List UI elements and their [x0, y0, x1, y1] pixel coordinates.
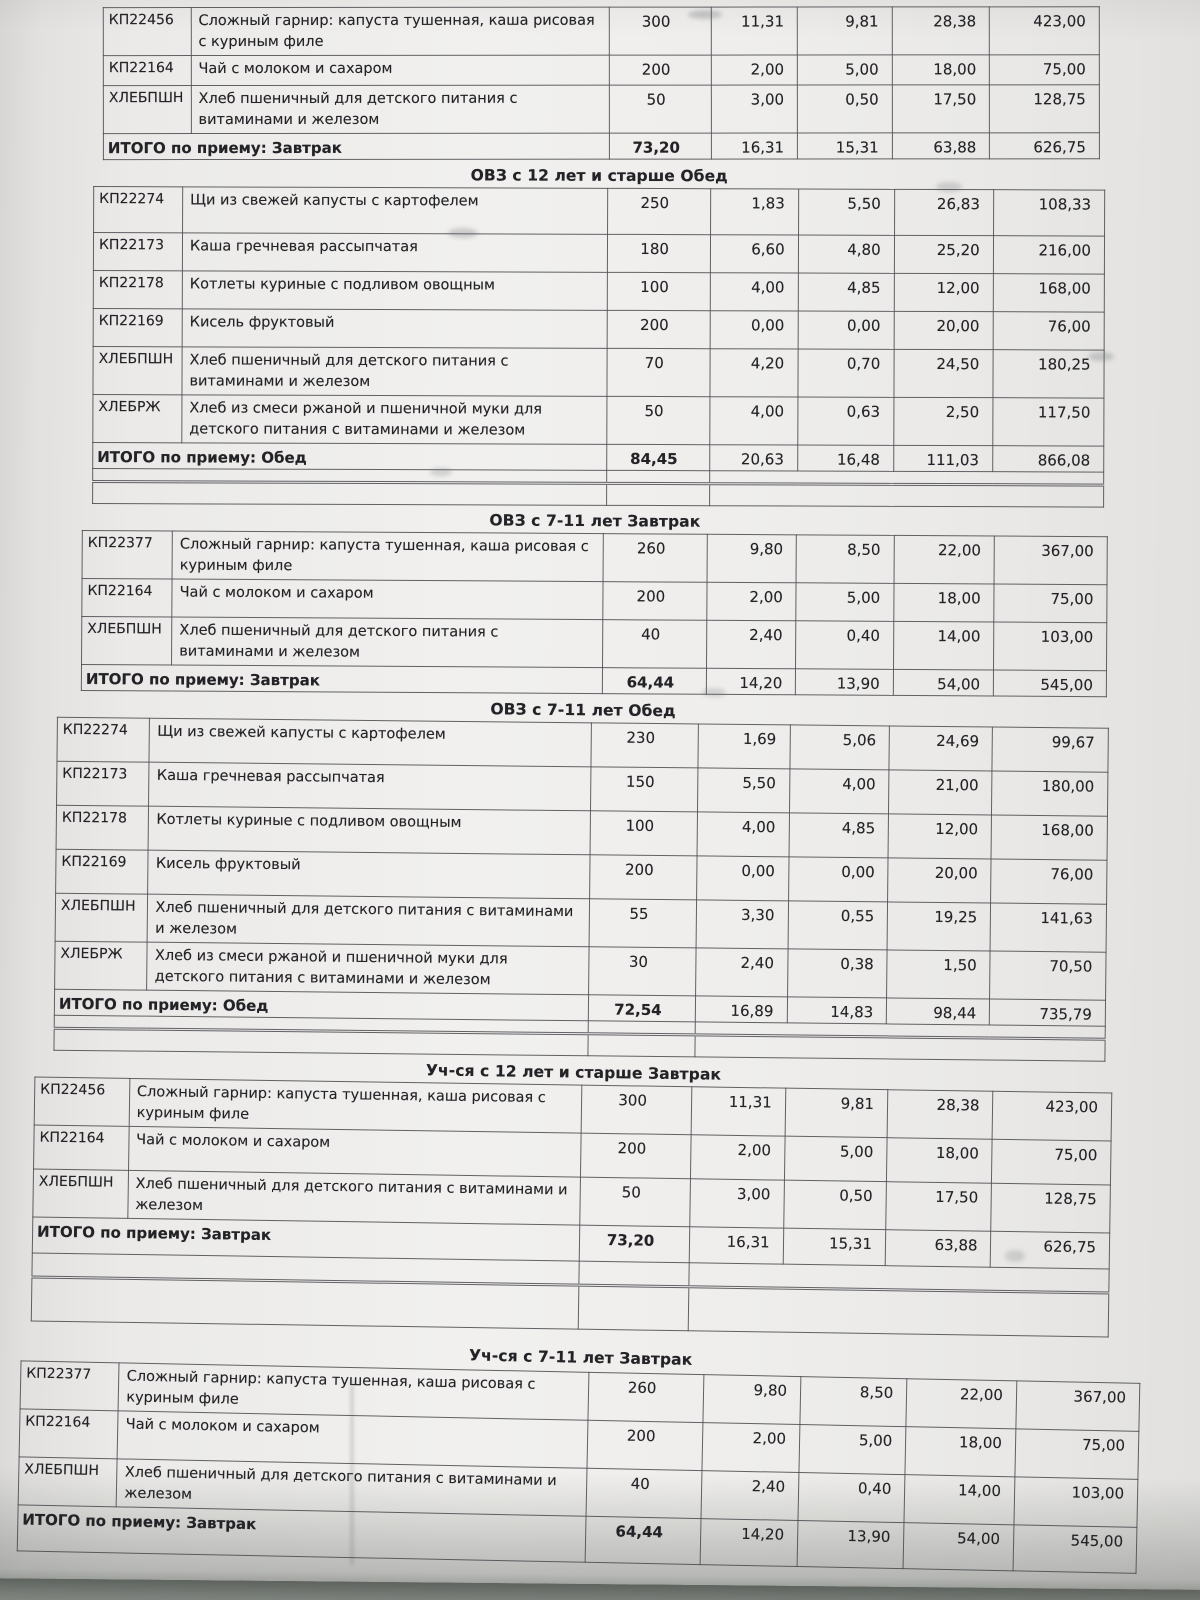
- carbs-cell: 20,00: [888, 858, 991, 903]
- fat-cell: 5,50: [798, 189, 894, 235]
- carbs-cell: 25,20: [894, 235, 993, 273]
- dish-code-cell: ХЛЕБПШН: [55, 893, 148, 942]
- totals-row: [103, 133, 1099, 160]
- empty-cell: [578, 1285, 688, 1331]
- dish-code-cell: КП22173: [57, 761, 150, 806]
- fat-cell: 8,50: [800, 1377, 907, 1427]
- fat-cell: 0,63: [797, 397, 893, 445]
- dish-name-cell: Хлеб пшеничный для детского питания с витаминами и железом: [128, 1171, 581, 1226]
- totals-carbs-cell: 111,03: [893, 445, 992, 471]
- protein-cell: 2,00: [690, 1135, 784, 1180]
- dish-code-cell: КП22274: [94, 187, 183, 233]
- dish-code-cell: КП22178: [93, 271, 182, 309]
- dish-name-cell: Щи из свежей капусты с картофелем: [182, 187, 607, 234]
- dish-name-cell: Хлеб пшеничный для детского питания с витаминами и железом: [148, 894, 590, 947]
- dish-name-cell: Котлеты куриные с подливом овощным: [149, 806, 591, 855]
- dish-name-cell: Чай с молоком и сахаром: [128, 1127, 581, 1178]
- kcal-cell: 76,00: [991, 859, 1107, 904]
- menu-row: [103, 85, 1099, 134]
- weight-cell: 200: [607, 310, 710, 348]
- dish-name-cell: Хлеб из смеси ржаной и пшеничной муки для детского питания с витаминами и железом: [147, 942, 589, 995]
- menu-table: [17, 1361, 1141, 1575]
- totals-protein-cell: 14,20: [707, 668, 796, 695]
- totals-fat-cell: 13,90: [796, 669, 894, 696]
- fat-cell: 4,00: [789, 769, 889, 814]
- menu-table: [103, 6, 1100, 160]
- kcal-cell: 180,00: [992, 771, 1108, 816]
- kcal-cell: 141,63: [990, 903, 1106, 952]
- fat-cell: 5,06: [789, 725, 889, 770]
- carbs-cell: 12,00: [894, 273, 993, 311]
- dish-code-cell: ХЛЕБРЖ: [93, 395, 182, 443]
- empty-cell: [606, 470, 709, 483]
- dish-name-cell: Сложный гарнир: капуста тушенная, каша рисовая с куриным филе: [191, 7, 609, 55]
- empty-cell: [709, 484, 1103, 507]
- dish-code-cell: КП22377: [20, 1361, 119, 1411]
- totals-kcal-cell: 545,00: [1013, 1525, 1137, 1573]
- section-title: ОВЗ с 12 лет и старше Обед: [470, 166, 728, 186]
- protein-cell: 2,00: [707, 582, 796, 621]
- dish-name-cell: Чай с молоком и сахаром: [172, 579, 603, 620]
- dish-name-cell: Хлеб пшеничный для детского питания с витаминами и железом: [172, 617, 603, 668]
- dish-name-cell: Сложный гарнир: капуста тушенная, каша рисовая с куриным филе: [172, 531, 603, 582]
- protein-cell: 1,69: [698, 724, 790, 769]
- fat-cell: 9,81: [797, 7, 892, 55]
- weight-cell: 300: [609, 7, 711, 55]
- protein-cell: 9,80: [703, 1375, 801, 1425]
- protein-cell: 4,00: [709, 397, 797, 445]
- fat-cell: 5,00: [784, 1136, 887, 1182]
- empty-cell: [31, 1277, 579, 1329]
- empty-cell: [695, 1035, 1105, 1061]
- weight-cell: 200: [589, 855, 697, 900]
- totals-weight-cell: 73,20: [609, 133, 711, 159]
- totals-weight-cell: 72,54: [588, 995, 695, 1022]
- totals-label-cell: ИТОГО по приему: Завтрак: [17, 1505, 586, 1562]
- carbs-cell: 21,00: [889, 770, 992, 815]
- totals-carbs-cell: 63,88: [892, 133, 990, 159]
- fat-cell: 0,40: [796, 621, 894, 670]
- carbs-cell: 18,00: [886, 1138, 992, 1184]
- menu-section: [31, 1056, 1113, 1338]
- totals-kcal-cell: 866,08: [992, 446, 1103, 472]
- section-title: ОВЗ с 7-11 лет Обед: [490, 700, 676, 721]
- dish-code-cell: ХЛЕБПШН: [103, 86, 191, 134]
- menu-table: [92, 186, 1105, 508]
- weight-cell: 40: [586, 1469, 701, 1519]
- carbs-cell: 17,50: [886, 1182, 992, 1232]
- empty-cell: [579, 1261, 689, 1287]
- kcal-cell: 103,00: [1014, 1477, 1138, 1527]
- carbs-cell: 20,00: [894, 311, 993, 349]
- carbs-cell: 1,50: [887, 950, 990, 999]
- dish-code-cell: КП22377: [82, 531, 172, 580]
- protein-cell: 3,00: [711, 85, 798, 133]
- totals-fat-cell: 15,31: [783, 1228, 886, 1266]
- dish-name-cell: Кисель фруктовый: [182, 309, 607, 348]
- totals-fat-cell: 13,90: [797, 1521, 904, 1569]
- kcal-cell: 108,33: [993, 190, 1104, 236]
- protein-cell: 3,00: [690, 1179, 784, 1228]
- weight-cell: 260: [603, 534, 708, 583]
- dish-name-cell: Хлеб пшеничный для детского питания с витаминами и железом: [191, 85, 609, 133]
- fat-cell: 0,55: [788, 901, 888, 950]
- kcal-cell: 75,00: [992, 1140, 1111, 1186]
- weight-cell: 200: [609, 55, 711, 85]
- dish-code-cell: ХЛЕБПШН: [82, 617, 172, 666]
- kcal-cell: 216,00: [993, 236, 1104, 274]
- fat-cell: 0,70: [798, 349, 894, 397]
- kcal-cell: 117,50: [993, 398, 1104, 446]
- totals-label-cell: ИТОГО по приему: Обед: [54, 989, 588, 1021]
- totals-kcal-cell: 545,00: [994, 670, 1107, 697]
- totals-weight-cell: 84,45: [606, 444, 709, 470]
- carbs-cell: 14,00: [904, 1475, 1015, 1525]
- kcal-cell: 76,00: [993, 312, 1104, 350]
- weight-cell: 180: [607, 234, 710, 272]
- kcal-cell: 367,00: [994, 536, 1107, 585]
- dish-code-cell: КП22274: [57, 717, 150, 762]
- weight-cell: 50: [580, 1177, 691, 1227]
- weight-cell: 40: [602, 620, 707, 669]
- protein-cell: 4,00: [710, 273, 798, 311]
- kcal-cell: 128,75: [990, 85, 1100, 133]
- totals-carbs-cell: 63,88: [885, 1230, 991, 1268]
- kcal-cell: 75,00: [990, 55, 1100, 85]
- totals-fat-cell: 16,48: [797, 445, 893, 471]
- menu-row: [93, 233, 1104, 275]
- dish-name-cell: Кисель фруктовый: [148, 850, 590, 899]
- totals-carbs-cell: 98,44: [887, 998, 990, 1025]
- dish-name-cell: Каша гречневая рассыпчатая: [149, 762, 591, 811]
- menu-section-continued: [103, 6, 1100, 160]
- protein-cell: 5,50: [698, 768, 790, 813]
- dish-code-cell: ХЛЕБПШН: [18, 1457, 117, 1507]
- totals-protein-cell: 14,20: [700, 1519, 798, 1567]
- kcal-cell: 75,00: [994, 584, 1107, 623]
- protein-cell: 4,00: [697, 812, 789, 857]
- menu-section: [81, 509, 1108, 697]
- kcal-cell: 99,67: [992, 727, 1108, 772]
- totals-protein-cell: 20,63: [709, 445, 797, 471]
- carbs-cell: 17,50: [892, 85, 990, 133]
- carbs-cell: 12,00: [888, 814, 991, 859]
- menu-row: [94, 187, 1105, 237]
- dish-name-cell: Щи из свежей капусты с картофелем: [149, 718, 591, 767]
- weight-cell: 70: [607, 348, 710, 396]
- protein-cell: 2,40: [696, 948, 788, 997]
- dish-code-cell: КП22164: [82, 579, 172, 618]
- empty-cell: [588, 1034, 695, 1057]
- fat-cell: 5,00: [798, 55, 893, 85]
- dish-code-cell: КП22169: [93, 309, 182, 347]
- totals-protein-cell: 16,31: [689, 1227, 783, 1264]
- menu-row: [93, 347, 1104, 399]
- weight-cell: 200: [602, 582, 707, 621]
- dish-code-cell: КП22169: [56, 849, 149, 894]
- totals-label-cell: ИТОГО по приему: Завтрак: [81, 665, 602, 694]
- kcal-cell: 423,00: [990, 7, 1100, 55]
- menu-section: [53, 696, 1109, 1062]
- protein-cell: 6,60: [710, 235, 798, 273]
- protein-cell: 9,80: [707, 534, 796, 583]
- totals-kcal-cell: 735,79: [990, 999, 1106, 1026]
- menu-section: [92, 165, 1105, 508]
- dish-name-cell: Хлеб пшеничный для детского питания с витаминами и железом: [182, 347, 607, 397]
- menu-table: [81, 530, 1108, 697]
- dish-name-cell: Чай с молоком и сахаром: [191, 55, 609, 85]
- totals-label-cell: ИТОГО по приему: Завтрак: [103, 133, 609, 159]
- menu-row: [93, 395, 1104, 447]
- menu-row: [93, 271, 1104, 313]
- menu-section: [17, 1338, 1141, 1574]
- menu-row: [82, 579, 1107, 623]
- kcal-cell: 168,00: [993, 274, 1104, 312]
- dish-name-cell: Сложный гарнир: капуста тушенная, каша рисовая с куриным филе: [119, 1363, 590, 1420]
- protein-cell: 11,31: [711, 7, 798, 55]
- menu-table: [53, 717, 1108, 1062]
- dish-code-cell: ХЛЕБПШН: [93, 347, 182, 395]
- weight-cell: 50: [609, 85, 711, 133]
- carbs-cell: 26,83: [894, 189, 993, 235]
- protein-cell: 0,00: [710, 311, 798, 349]
- dish-code-cell: КП22164: [103, 56, 191, 86]
- dish-name-cell: Сложный гарнир: капуста тушенная, каша рисовая с куриным филе: [129, 1079, 582, 1134]
- dish-code-cell: КП22164: [19, 1409, 118, 1459]
- carbs-cell: 22,00: [894, 536, 995, 585]
- dish-code-cell: ХЛЕБРЖ: [55, 941, 148, 990]
- fat-cell: 5,00: [799, 1425, 906, 1475]
- totals-kcal-cell: 626,75: [991, 1232, 1110, 1270]
- protein-cell: 4,20: [710, 349, 798, 397]
- menu-row: [103, 7, 1099, 56]
- weight-cell: 250: [607, 188, 710, 234]
- protein-cell: 2,40: [701, 1471, 799, 1521]
- carbs-cell: 22,00: [906, 1379, 1017, 1429]
- kcal-cell: 423,00: [993, 1091, 1112, 1141]
- carbs-cell: 24,50: [894, 349, 993, 397]
- empty-cell: [54, 1028, 588, 1056]
- fat-cell: 0,00: [788, 857, 888, 902]
- dish-name-cell: Хлеб из смеси ржаной и пшеничной муки для детского питания с витаминами и железом: [182, 395, 607, 445]
- totals-carbs-cell: 54,00: [893, 670, 994, 697]
- protein-cell: 2,00: [702, 1423, 800, 1473]
- protein-cell: 0,00: [697, 856, 789, 901]
- dish-code-cell: ХЛЕБПШН: [33, 1169, 128, 1218]
- carbs-cell: 28,38: [887, 1090, 993, 1140]
- kcal-cell: 168,00: [991, 815, 1107, 860]
- fat-cell: 5,00: [796, 583, 894, 622]
- totals-fat-cell: 15,31: [798, 133, 893, 159]
- carbs-cell: 28,38: [892, 7, 990, 55]
- empty-cell: [93, 482, 607, 506]
- dish-name-cell: Каша гречневая рассыпчатая: [182, 233, 607, 272]
- weight-cell: 200: [581, 1133, 691, 1179]
- dish-name-cell: Котлеты куриные с подливом овощным: [182, 271, 607, 310]
- dish-code-cell: КП22178: [56, 805, 149, 850]
- weight-cell: 50: [606, 396, 709, 444]
- carbs-cell: 19,25: [887, 902, 990, 951]
- totals-protein-cell: 16,31: [711, 133, 798, 159]
- kcal-cell: 75,00: [1015, 1429, 1139, 1479]
- carbs-cell: 18,00: [894, 584, 995, 623]
- fat-cell: 0,50: [783, 1180, 886, 1230]
- weight-cell: 260: [588, 1373, 703, 1423]
- totals-fat-cell: 14,83: [787, 997, 887, 1024]
- kcal-cell: 128,75: [991, 1184, 1110, 1234]
- totals-row: [81, 665, 1106, 697]
- empty-cell: [688, 1287, 1109, 1337]
- totals-carbs-cell: 54,00: [903, 1523, 1014, 1571]
- dish-name-cell: Хлеб пшеничный для детского питания с витаминами и железом: [117, 1459, 588, 1516]
- section-title: Уч-ся с 12 лет и старше Завтрак: [425, 1061, 722, 1084]
- protein-cell: 11,31: [691, 1087, 785, 1136]
- dish-name-cell: Чай с молоком и сахаром: [118, 1411, 589, 1468]
- fat-cell: 4,85: [798, 273, 894, 311]
- dish-code-cell: КП22456: [34, 1077, 129, 1126]
- dish-code-cell: КП22164: [34, 1125, 129, 1170]
- dish-code-cell: КП22173: [93, 233, 182, 271]
- weight-cell: 200: [587, 1421, 702, 1471]
- fat-cell: 0,38: [787, 949, 887, 998]
- totals-kcal-cell: 626,75: [990, 133, 1100, 159]
- fat-cell: 0,00: [798, 311, 894, 349]
- fat-cell: 0,40: [798, 1473, 905, 1523]
- kcal-cell: 180,25: [993, 350, 1104, 398]
- empty-cell: [606, 483, 709, 505]
- menu-row: [103, 55, 1099, 86]
- carbs-cell: 24,69: [889, 726, 992, 771]
- weight-cell: 300: [581, 1085, 692, 1135]
- fat-cell: 8,50: [796, 535, 894, 584]
- protein-cell: 2,40: [707, 620, 796, 669]
- totals-weight-cell: 73,20: [579, 1225, 689, 1263]
- totals-weight-cell: 64,44: [586, 1517, 701, 1565]
- totals-weight-cell: 64,44: [602, 668, 707, 695]
- totals-label-cell: ИТОГО по приему: Завтрак: [32, 1217, 580, 1261]
- section-title: Уч-ся с 7-11 лет Завтрак: [468, 1346, 693, 1370]
- menu-table: [31, 1077, 1113, 1338]
- protein-cell: 3,30: [696, 900, 788, 949]
- menu-row: [82, 617, 1107, 671]
- carbs-cell: 18,00: [905, 1427, 1016, 1477]
- fat-cell: 9,81: [785, 1088, 888, 1138]
- weight-cell: 55: [589, 899, 697, 948]
- dish-code-cell: КП22456: [103, 8, 191, 56]
- carbs-cell: 2,50: [893, 397, 992, 445]
- weight-cell: 150: [590, 767, 698, 812]
- totals-row: [93, 443, 1104, 473]
- weight-cell: 230: [591, 723, 699, 768]
- carbs-cell: 14,00: [893, 622, 994, 671]
- weight-cell: 100: [607, 272, 710, 310]
- fat-cell: 0,50: [798, 85, 893, 133]
- weight-cell: 100: [590, 811, 698, 856]
- totals-protein-cell: 16,89: [695, 996, 787, 1023]
- section-title: ОВЗ с 7-11 лет Завтрак: [489, 511, 701, 531]
- menu-row: [82, 531, 1107, 585]
- kcal-cell: 103,00: [994, 622, 1107, 671]
- carbs-cell: 18,00: [892, 55, 990, 85]
- menu-row: [93, 309, 1104, 351]
- totals-label-cell: ИТОГО по приему: Обед: [93, 443, 607, 471]
- kcal-cell: 367,00: [1016, 1381, 1140, 1431]
- kcal-cell: 70,50: [990, 951, 1106, 1000]
- fat-cell: 4,80: [798, 235, 894, 273]
- protein-cell: 1,83: [710, 189, 798, 235]
- empty-row: [93, 482, 1104, 508]
- weight-cell: 30: [588, 947, 696, 996]
- protein-cell: 2,00: [711, 55, 798, 85]
- fat-cell: 4,85: [789, 813, 889, 858]
